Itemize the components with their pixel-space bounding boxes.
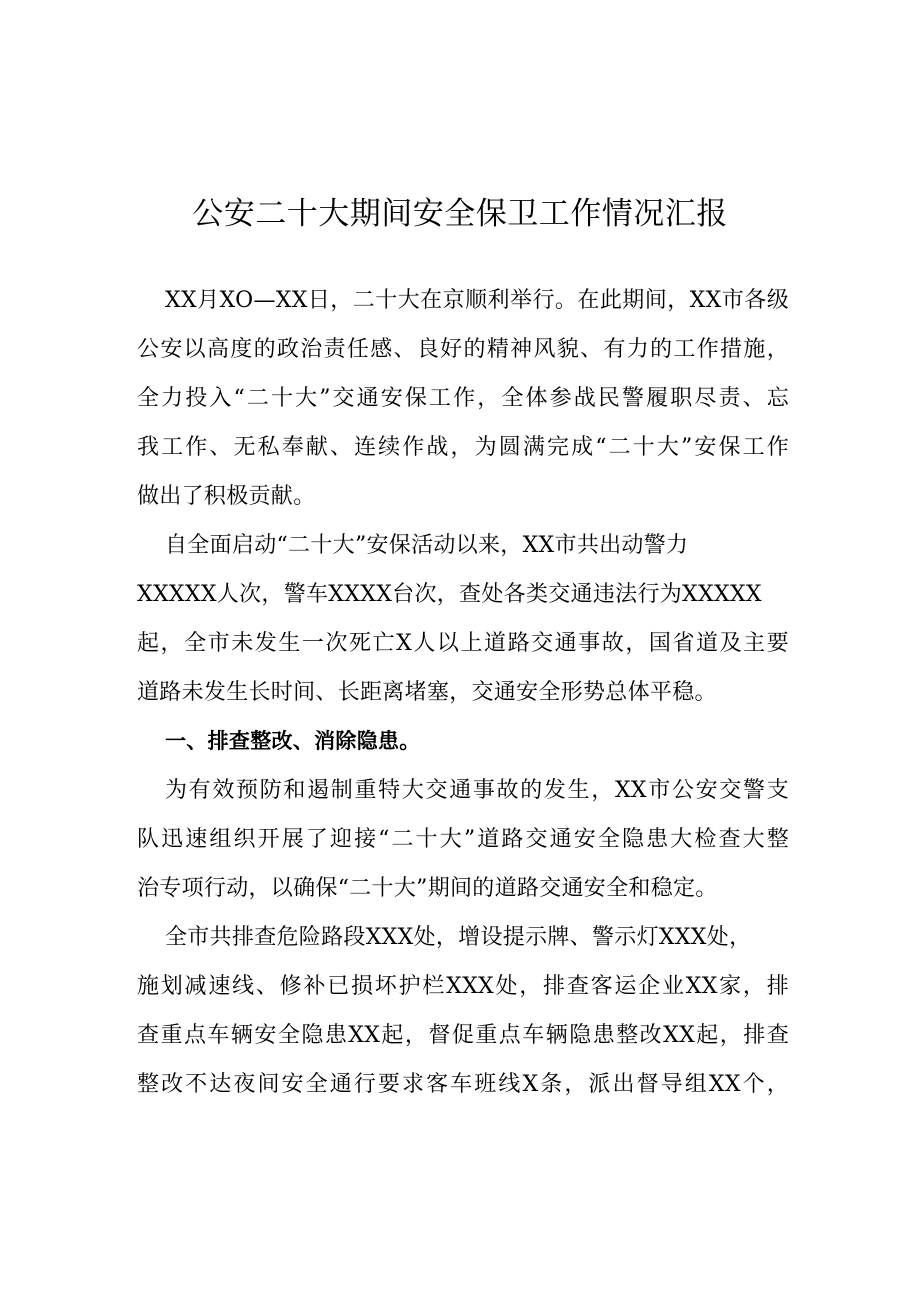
paragraph-2-line-1: 自全面启动“二十大”安保活动以来，XX市共出动警力 [165, 533, 689, 558]
paragraph-4-line-4: 整改不达夜间安全通行要求客车班线X条，派出督导组XX个， [137, 1072, 789, 1097]
document-title: 公安二十大期间安全保卫工作情况汇报 [192, 196, 728, 232]
paragraph-4-line-3: 查重点车辆安全隐患XX起，督促重点车辆隐患整改XX起，排查 [137, 1023, 789, 1048]
paragraph-1-line-5: 做出了积极贡献。 [137, 484, 316, 509]
paragraph-3-line-2: 队迅速组织开展了迎接“二十大”道路交通安全隐患大检查大整 [137, 827, 789, 852]
paragraph-4-line-1: 全市共排查危险路段XXX处，增设提示牌、警示灯XXX处， [165, 925, 752, 950]
paragraph-1-line-4: 我工作、无私奉献、连续作战，为圆满完成“二十大”安保工作 [137, 435, 789, 460]
paragraph-1-line-1: XX月XO—XX日，二十大在京顺利举行。在此期间，XX市各级 [165, 288, 789, 313]
paragraph-3-line-3: 治专项行动，以确保“二十大”期间的道路交通安全和稳定。 [137, 876, 718, 901]
paragraph-1-line-2: 公安以高度的政治责任感、良好的精神风貌、有力的工作措施， [137, 337, 789, 362]
paragraph-2-line-4: 道路未发生长时间、长距离堵塞，交通安全形势总体平稳。 [137, 680, 717, 705]
paragraph-2-line-2: XXXXX人次，警车XXXX台次，查处各类交通违法行为XXXXX [137, 582, 762, 607]
section-heading-1: 一、排查整改、消除隐患。 [165, 729, 421, 753]
paragraph-2-line-3: 起，全市未发生一次死亡X人以上道路交通事故，国省道及主要 [137, 631, 789, 656]
document-body [137, 276, 789, 1109]
paragraph-4-line-2: 施划减速线、修补已损坏护栏XXX处，排查客运企业XX家，排 [137, 974, 789, 999]
paragraph-3-line-1: 为有效预防和遏制重特大交通事故的发生，XX市公安交警支 [165, 778, 789, 803]
paragraph-1-line-3: 全力投入“二十大”交通安保工作，全体参战民警履职尽责、忘 [137, 386, 789, 411]
